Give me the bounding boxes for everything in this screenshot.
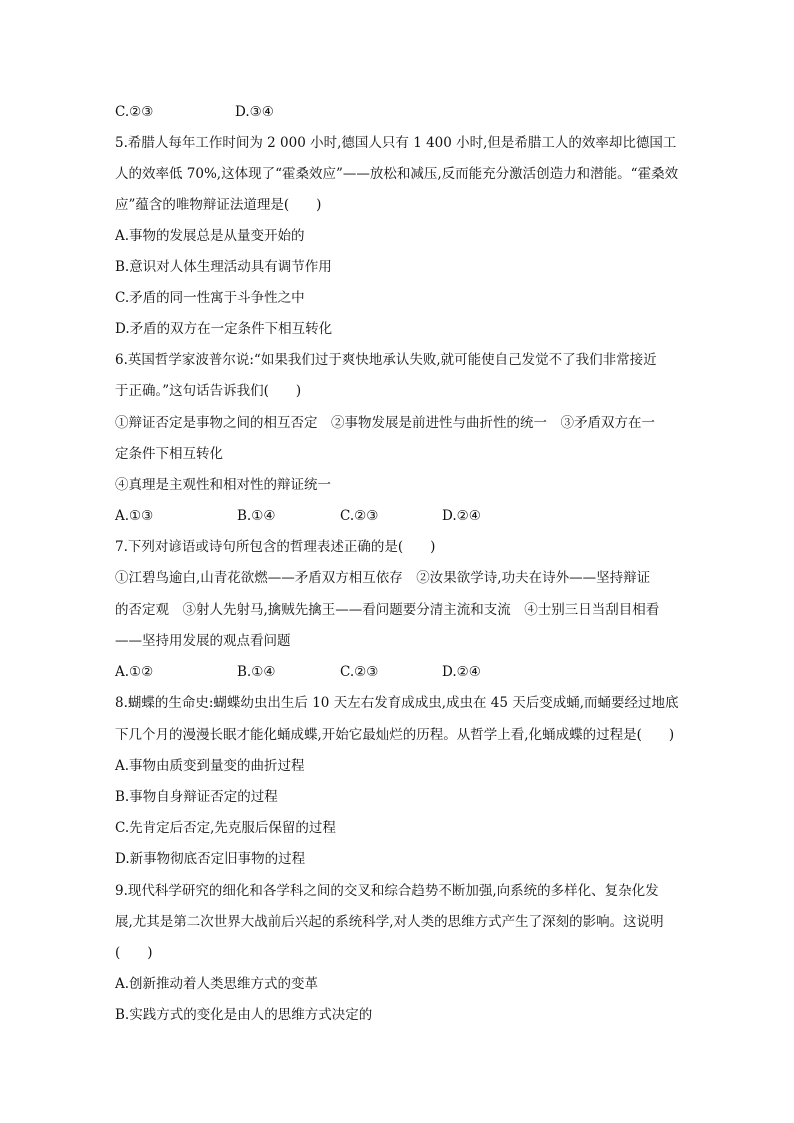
q8-stem-line-2: 下几个月的漫漫长眠才能化蛹成蝶,开始它最灿烂的历程。从哲学上看,化蛹成蝶的过程是( ) xyxy=(115,727,675,743)
q6-option-a: A.①③ xyxy=(115,508,154,524)
q6-option-b: B.①④ xyxy=(237,508,276,524)
q7-stem-line-1: 7.下列对谚语或诗句所包含的哲理表述正确的是( ) xyxy=(115,539,436,555)
q7-statement-line-1: ①江碧鸟逾白,山青花欲燃——矛盾双方相互依存 ②汝果欲学诗,功夫在诗外——坚持辩证 xyxy=(115,570,651,586)
q5-option-b: B.意识对人体生理活动具有调节作用 xyxy=(115,259,332,275)
q5-option-d: D.矛盾的双方在一定条件下相互转化 xyxy=(115,321,333,337)
q9-stem-line-1: 9.现代科学研究的细化和各学科之间的交叉和综合趋势不断加强,向系统的多样化、复杂化发 xyxy=(115,883,659,899)
q6-statement-line-1: ①辩证否定是事物之间的相互否定 ②事物发展是前进性与曲折性的统一 ③矛盾双方在一 xyxy=(115,415,655,431)
q8-option-d: D.新事物彻底否定旧事物的过程 xyxy=(115,851,306,867)
q8-stem-line-1: 8.蝴蝶的生命史:蝴蝶幼虫出生后 10 天左右发育成成虫,成虫在 45 天后变成蛹,而蛹要经过地底 xyxy=(115,695,679,711)
q8-option-b: B.事物自身辩证否定的过程 xyxy=(115,789,278,805)
q7-option-c: C.②③ xyxy=(340,664,379,680)
q8-option-c: C.先肯定后否定,先克服后保留的过程 xyxy=(115,820,336,836)
q6-stem-line-1: 6.英国哲学家波普尔说:“如果我们过于爽快地承认失败,就可能使自己发觉不了我们非常接近 xyxy=(115,352,657,368)
q7-option-a: A.①② xyxy=(115,664,154,680)
q5-option-a: A.事物的发展总是从量变开始的 xyxy=(115,228,305,244)
q7-statement-line-3: ——坚持用发展的观点看问题 xyxy=(115,633,291,649)
q7-option-b: B.①④ xyxy=(237,664,276,680)
q5-stem-line-3: 应”蕴含的唯物辩证法道理是( ) xyxy=(115,197,322,213)
q9-stem-line-2: 展,尤其是第二次世界大战前后兴起的系统科学,对人类的思维方式产生了深刻的影响。这说明 xyxy=(115,914,664,930)
option-d: D.③④ xyxy=(235,104,274,120)
q7-statement-line-2: 的否定观 ③射人先射马,擒贼先擒王——看问题要分清主流和支流 ④士别三日当刮目相看 xyxy=(115,602,660,618)
q5-option-c: C.矛盾的同一性寓于斗争性之中 xyxy=(115,290,305,306)
q8-option-a: A.事物由质变到量变的曲折过程 xyxy=(115,758,305,774)
q7-option-d: D.②④ xyxy=(442,664,481,680)
q9-option-b: B.实践方式的变化是由人的思维方式决定的 xyxy=(115,1007,373,1023)
q6-statement-line-3: ④真理是主观性和相对性的辩证统一 xyxy=(115,477,331,493)
q5-stem-line-2: 人的效率低 70%,这体现了“霍桑效应”——放松和减压,反而能充分激活创造力和潜能。“霍桑效 xyxy=(115,166,679,182)
q9-option-a: A.创新推动着人类思维方式的变革 xyxy=(115,976,319,992)
q6-option-d: D.②④ xyxy=(442,508,481,524)
q6-option-c: C.②③ xyxy=(340,508,379,524)
q6-statement-line-2: 定条件下相互转化 xyxy=(115,446,223,462)
q9-stem-line-3: ( ) xyxy=(115,945,153,961)
q5-stem-line-1: 5.希腊人每年工作时间为 2 000 小时,德国人只有 1 400 小时,但是希腊工人的效率却比德国工 xyxy=(115,135,677,151)
option-c: C.②③ xyxy=(115,104,154,120)
q6-stem-line-2: 于正确。”这句话告诉我们( ) xyxy=(115,383,302,399)
